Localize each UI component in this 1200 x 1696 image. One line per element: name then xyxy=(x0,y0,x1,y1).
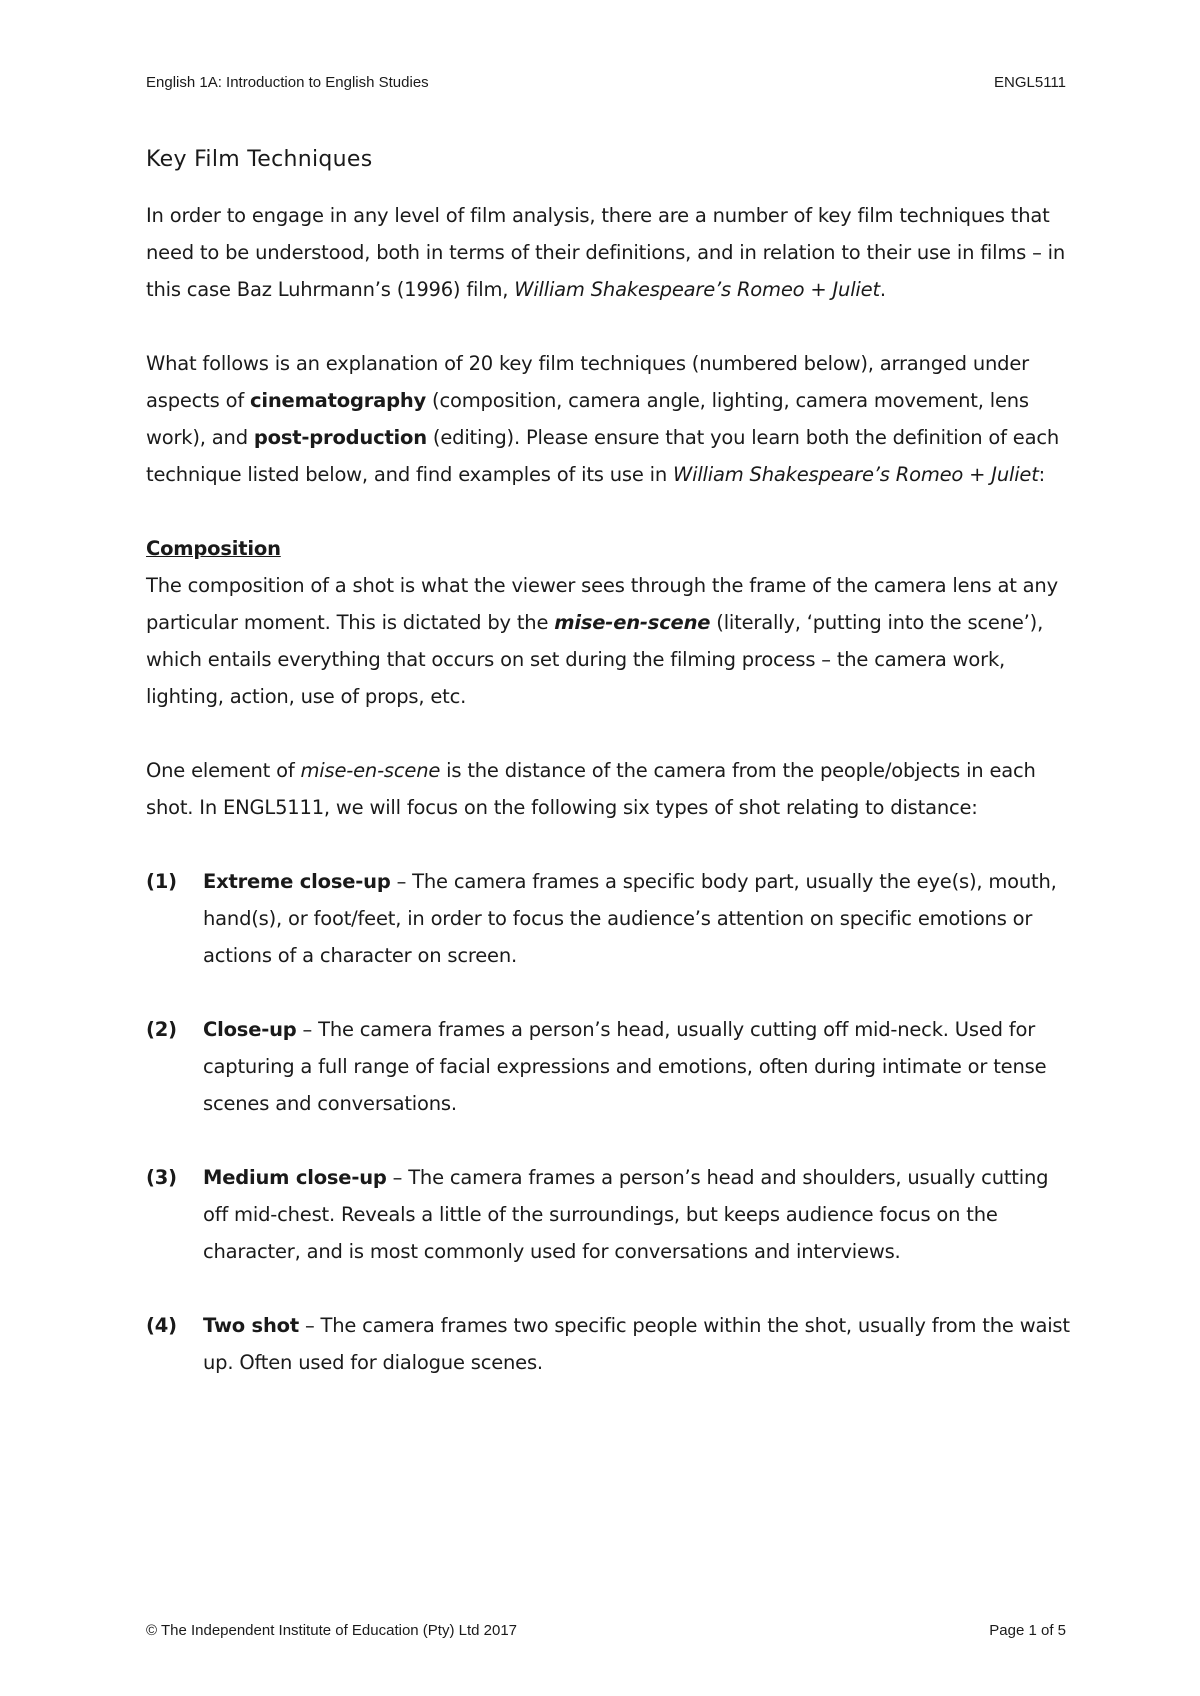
intro-paragraph-1: In order to engage in any level of film analysis, there are a number of key film techniques that need to be understood, both in terms of their definitions, and in relation to their use in films – in this case Baz Luhrmann’s (1996) film, William Shakespeare’s Romeo + Juliet. xyxy=(146,204,1065,301)
technique-definition: – The camera frames a person’s head, usually cutting off mid-neck. Used for capturing a full range of facial expressions and emotions, often during intimate or tense scenes and conversations. xyxy=(203,1018,1047,1115)
list-number: (1) xyxy=(146,870,177,893)
intro-paragraph-2: What follows is an explanation of 20 key film techniques (numbered below), arranged under aspects of cinematography (composition, camera angle, lighting, camera movement, lens work), and post-production (editing). Please ensure that you learn both the definition of each technique listed below, and find examples of its use in William Shakespeare’s Romeo + Juliet: xyxy=(146,352,1060,486)
section-heading-composition: Composition xyxy=(146,537,281,560)
page-number: Page 1 of 5 xyxy=(989,1622,1066,1639)
technique-term: Two shot xyxy=(203,1314,299,1337)
list-number: (4) xyxy=(146,1314,177,1337)
film-title: William Shakespeare’s Romeo + Juliet xyxy=(673,463,1039,486)
list-item xyxy=(146,1159,1076,1270)
list-item xyxy=(146,1011,1076,1122)
term-mise-en-scene: mise-en-scene xyxy=(554,611,711,634)
list-number: (3) xyxy=(146,1166,177,1189)
technique-term: Close-up xyxy=(203,1018,297,1041)
technique-term: Medium close-up xyxy=(203,1166,387,1189)
list-number: (2) xyxy=(146,1018,177,1041)
page-title: Key Film Techniques xyxy=(146,147,373,172)
list-item xyxy=(146,863,1076,974)
footer-copyright: © The Independent Institute of Education (Pty) Ltd 2017 xyxy=(146,1622,518,1639)
technique-term: Extreme close-up xyxy=(203,870,391,893)
technique-definition: – The camera frames a specific body part, usually the eye(s), mouth, hand(s), or foot/feet, in order to focus the audience’s attention on specific emotions or actions of a character on screen. xyxy=(203,870,1057,967)
term-cinematography: cinematography xyxy=(250,389,427,412)
document-body xyxy=(146,140,1076,1418)
technique-definition: – The camera frames a person’s head and shoulders, usually cutting off mid-chest. Reveals a little of the surroundings, but keeps audience focus on the character, and is most commonly used for conversations and interviews. xyxy=(203,1166,1049,1263)
list-item xyxy=(146,1307,1076,1381)
composition-paragraph-2: One element of mise-en-scene is the distance of the camera from the people/objects in each shot. In ENGL5111, we will focus on the following six types of shot relating to distance: xyxy=(146,759,1036,819)
film-title: William Shakespeare’s Romeo + Juliet xyxy=(514,278,880,301)
header-course-code: ENGL5111 xyxy=(994,74,1066,91)
composition-paragraph-1: The composition of a shot is what the viewer sees through the frame of the camera lens at any particular moment. This is dictated by the mise-en-scene (literally, ‘putting into the scene’), which entails everything that occurs on set during the filming process – the camera work, lighting, action, use of props, etc. xyxy=(146,574,1058,708)
technique-definition: – The camera frames two specific people within the shot, usually from the waist up. Often used for dialogue scenes. xyxy=(203,1314,1070,1374)
term-post-production: post-production xyxy=(253,426,427,449)
header-course-title: English 1A: Introduction to English Studies xyxy=(146,74,429,91)
term-mise-en-scene: mise-en-scene xyxy=(300,759,441,782)
